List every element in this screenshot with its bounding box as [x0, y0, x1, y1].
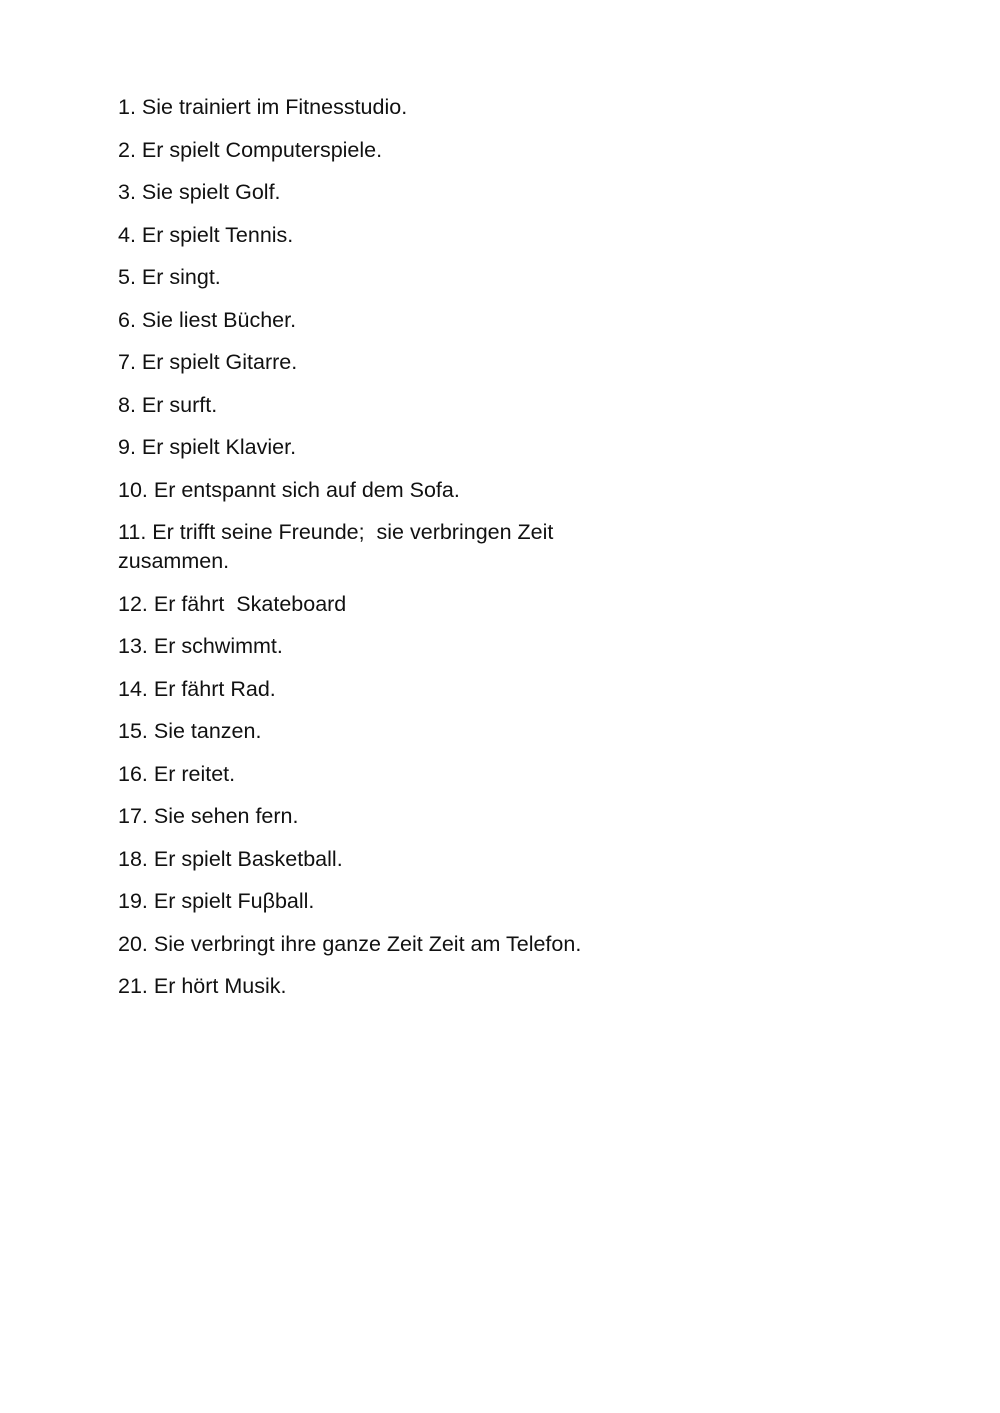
sentence-item: 14. Er fährt Rad. [118, 676, 276, 701]
sentence-item: 2. Er spielt Computerspiele. [118, 137, 383, 162]
sentence-item: 8. Er surft. [118, 392, 218, 417]
sentence-item: 13. Er schwimmt. [118, 634, 283, 658]
sentence-item: 5. Er singt. [118, 265, 221, 289]
sentence-item: 20. Sie verbringt ihre ganze Zeit Zeit am Telefon. [118, 931, 582, 956]
sentence-item: 1. Sie trainiert im Fitnesstudio. [118, 95, 408, 119]
sentence-item: 19. Er spielt Fuβball. [118, 889, 315, 913]
sentence-item: 15. Sie tanzen. [118, 719, 262, 743]
sentence-item: 18. Er spielt Basketball. [118, 846, 343, 871]
sentence-item: 10. Er entspannt sich auf dem Sofa. [118, 477, 460, 502]
sentence-item: 4. Er spielt Tennis. [118, 222, 294, 247]
sentence-item: 12. Er fährt Skateboard [118, 591, 347, 616]
sentence-item: 17. Sie sehen fern. [118, 804, 299, 828]
sentence-item: 6. Sie liest Bücher. [118, 307, 297, 332]
sentence-list [118, 93, 678, 1015]
sentence-item: 21. Er hört Musik. [118, 974, 287, 998]
sentence-item: 7. Er spielt Gitarre. [118, 350, 298, 374]
sentence-item: 9. Er spielt Klavier. [118, 435, 297, 459]
sentence-item: 16. Er reitet. [118, 761, 236, 786]
sentence-item: 3. Sie spielt Golf. [118, 180, 281, 204]
sentence-item: 11. Er trifft seine Freunde; sie verbringen Zeit zusammen. [118, 520, 560, 573]
